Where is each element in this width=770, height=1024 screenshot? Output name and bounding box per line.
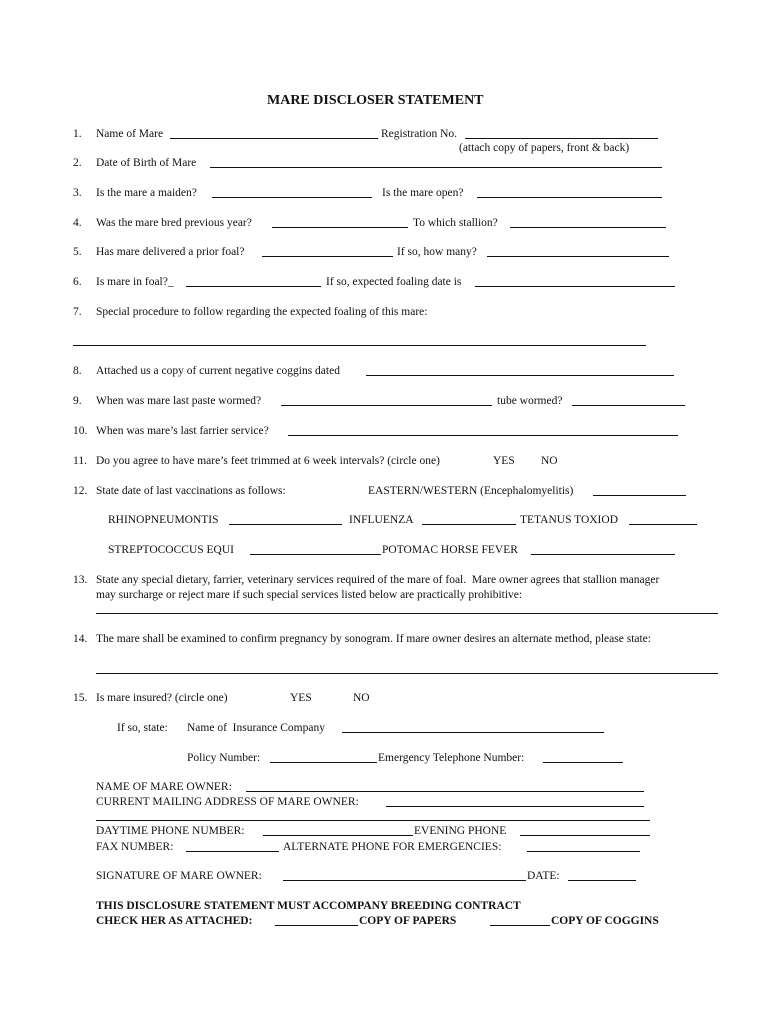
eastern-western-field[interactable] [593, 484, 686, 496]
strep-field[interactable] [250, 543, 381, 555]
open-label: Is the mare open? [382, 187, 464, 199]
insured-label: Is mare insured? (circle one) [96, 692, 228, 704]
mare-name-label: Name of Mare [96, 128, 164, 140]
insured-yes-option[interactable]: YES [290, 692, 312, 704]
insurance-company-label: Name of Insurance Company [187, 722, 325, 734]
how-many-field[interactable] [487, 245, 669, 257]
trim-no-option[interactable]: NO [541, 455, 558, 467]
owner-address-label: CURRENT MAILING ADDRESS OF MARE OWNER: [96, 796, 359, 808]
policy-number-field[interactable] [270, 751, 377, 763]
stallion-label: To which stallion? [413, 217, 498, 229]
date-field[interactable] [568, 869, 636, 881]
papers-label: COPY OF PAPERS [359, 915, 457, 927]
fax-label: FAX NUMBER: [96, 841, 174, 853]
emergency-phone-field[interactable] [543, 751, 623, 763]
coggins-check-field[interactable] [490, 914, 550, 926]
in-foal-field[interactable] [186, 275, 321, 287]
coggins-label: Attached us a copy of current negative coggins dated [96, 365, 340, 377]
footer-notice: THIS DISCLOSURE STATEMENT MUST ACCOMPANY BREEDING CONTRACT [96, 900, 521, 912]
item-number: 7. [73, 306, 82, 318]
page-title: MARE DISCLOSER STATEMENT [267, 93, 484, 108]
signature-label: SIGNATURE OF MARE OWNER: [96, 870, 262, 882]
paste-wormed-label: When was mare last paste wormed? [96, 395, 262, 407]
item-number: 5. [73, 246, 82, 258]
special-services-text: State any special dietary, farrier, veterinary services required of the mare of foal. Mare owner agrees that stallion manager [96, 574, 660, 586]
item-number: 6. [73, 276, 82, 288]
mare-name-field[interactable] [170, 127, 378, 139]
item-number: 4. [73, 217, 82, 229]
rhino-field[interactable] [229, 513, 342, 525]
date-label: DATE: [527, 870, 560, 882]
evening-phone-field[interactable] [520, 824, 650, 836]
if-so-label: If so, state: [117, 722, 168, 734]
fax-field[interactable] [186, 840, 279, 852]
owner-address-field[interactable] [386, 795, 644, 807]
registration-label: Registration No. [381, 128, 458, 140]
evening-phone-label: EVENING PHONE [414, 825, 507, 837]
insured-no-option[interactable]: NO [353, 692, 370, 704]
day-phone-label: DAYTIME PHONE NUMBER: [96, 825, 245, 837]
paste-wormed-field[interactable] [281, 394, 492, 406]
item-number: 15. [73, 692, 88, 704]
in-foal-label: Is mare in foal?_ [96, 276, 174, 288]
item-number: 13. [73, 574, 88, 586]
item-number: 1. [73, 128, 82, 140]
alternate-method-field[interactable] [96, 662, 718, 674]
farrier-label: When was mare’s last farrier service? [96, 425, 269, 437]
farrier-field[interactable] [288, 424, 678, 436]
check-attached-label: CHECK HER AS ATTACHED: [96, 915, 253, 927]
foaling-date-field[interactable] [475, 275, 675, 287]
signature-field[interactable] [283, 869, 526, 881]
coggins-copy-label: COPY OF COGGINS [551, 915, 659, 927]
maiden-label: Is the mare a maiden? [96, 187, 197, 199]
open-field[interactable] [477, 186, 662, 198]
rhino-label: RHINOPNEUMONTIS [108, 514, 219, 526]
alt-phone-field[interactable] [527, 840, 640, 852]
alt-phone-label: ALTERNATE PHONE FOR EMERGENCIES: [283, 841, 502, 853]
bred-previous-field[interactable] [272, 216, 408, 228]
item-number: 12. [73, 485, 88, 497]
item-number: 8. [73, 365, 82, 377]
foaling-date-label: If so, expected foaling date is [326, 276, 462, 288]
strep-label: STREPTOCOCCUS EQUI [108, 544, 234, 556]
papers-check-field[interactable] [275, 914, 358, 926]
eastern-western-label: EASTERN/WESTERN (Encephalomyelitis) [368, 485, 574, 497]
emergency-phone-label: Emergency Telephone Number: [378, 752, 525, 764]
maiden-field[interactable] [212, 186, 372, 198]
potomac-field[interactable] [531, 543, 675, 555]
tube-wormed-field[interactable] [572, 394, 685, 406]
registration-note: (attach copy of papers, front & back) [459, 142, 630, 154]
tetanus-field[interactable] [629, 513, 697, 525]
trim-yes-option[interactable]: YES [493, 455, 515, 467]
special-procedure-field[interactable] [73, 334, 646, 346]
bred-previous-label: Was the mare bred previous year? [96, 217, 252, 229]
coggins-date-field[interactable] [366, 364, 674, 376]
day-phone-field[interactable] [263, 824, 413, 836]
sonogram-label: The mare shall be examined to confirm pregnancy by sonogram. If mare owner desires an alternate method, please state: [96, 633, 651, 645]
item-number: 14. [73, 633, 88, 645]
special-services-field[interactable] [96, 602, 718, 614]
item-number: 3. [73, 187, 82, 199]
registration-field[interactable] [465, 127, 658, 139]
birth-date-field[interactable] [210, 156, 662, 168]
tube-wormed-label: tube wormed? [497, 395, 563, 407]
tetanus-label: TETANUS TOXIOD [520, 514, 618, 526]
vaccinations-label: State date of last vaccinations as follows: [96, 485, 286, 497]
trim-label: Do you agree to have mare’s feet trimmed at 6 week intervals? (circle one) [96, 455, 440, 467]
owner-name-field[interactable] [246, 780, 644, 792]
influenza-field[interactable] [422, 513, 516, 525]
potomac-label: POTOMAC HORSE FEVER [382, 544, 518, 556]
how-many-label: If so, how many? [397, 246, 477, 258]
item-number: 10. [73, 425, 88, 437]
prior-foal-label: Has mare delivered a prior foal? [96, 246, 245, 258]
prior-foal-field[interactable] [262, 245, 393, 257]
item-number: 2. [73, 157, 82, 169]
item-number: 11. [73, 455, 87, 467]
insurance-company-field[interactable] [342, 721, 604, 733]
influenza-label: INFLUENZA [349, 514, 414, 526]
owner-name-label: NAME OF MARE OWNER: [96, 781, 232, 793]
special-procedure-label: Special procedure to follow regarding the expected foaling of this mare: [96, 306, 428, 318]
owner-address-field-2[interactable] [96, 809, 650, 821]
stallion-field[interactable] [510, 216, 666, 228]
special-services-text-2: may surcharge or reject mare if such special services listed below are practically prohibitive: [96, 589, 523, 601]
item-number: 9. [73, 395, 82, 407]
policy-number-label: Policy Number: [187, 752, 261, 764]
birth-date-label: Date of Birth of Mare [96, 157, 197, 169]
